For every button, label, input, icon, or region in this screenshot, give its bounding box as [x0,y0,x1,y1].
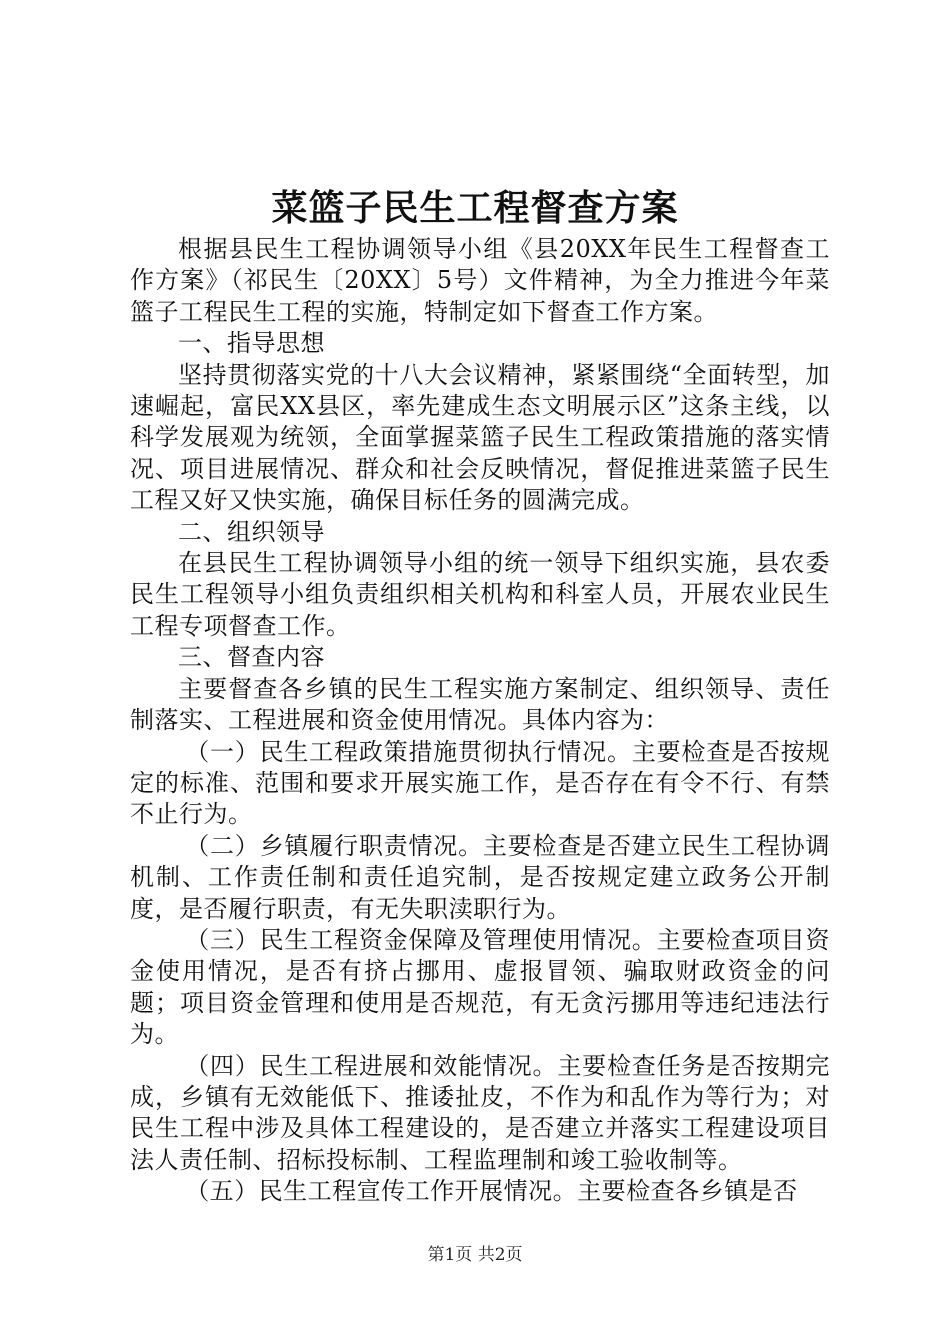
organization-paragraph: 在县民生工程协调领导小组的统一领导下组织实施，县农委民生工程领导小组负责组织相关机构和科室人员，开展农业民生工程专项督查工作。 [130,549,830,640]
inspection-item-4: （四）民生工程进展和效能情况。主要检查任务是否按期完成，乡镇有无效能低下、推诿扯皮，不作为和乱作为等行为；对民生工程中涉及具体工程建设的，是否建立并落实工程建设项目法人责任制、招标投标制、工程监理制和竣工验收制等。 [130,1051,830,1174]
inspection-item-3: （三）民生工程资金保障及管理使用情况。主要检查项目资金使用情况，是否有挤占挪用、虚报冒领、骗取财政资金的问题；项目资金管理和使用是否规范，有无贪污挪用等违纪违法行为。 [130,925,830,1049]
section-heading-inspection-content: 三、督查内容 [178,643,325,672]
document-title: 菜篮子民生工程督查方案 [271,187,679,229]
page-footer: 第1页 共2页 [427,1245,523,1265]
inspection-item-1: （一）民生工程政策措施贯彻执行情况。主要检查是否按规定的标准、范围和要求开展实施工作，是否存在有令不行、有禁不止行为。 [130,737,830,829]
guiding-ideology-paragraph: 坚持贯彻落实党的十八大会议精神，紧紧围绕“全面转型，加速崛起，富民XX县区，率先建成生态文明展示区”这条主线，以科学发展观为统领，全面掌握菜篮子民生工程政策措施的落实情况、项目进展情况、群众和社会反映情况，督促推进菜篮子民生工程又好又快实施，确保目标任务的圆满完成。 [130,360,830,515]
document-body [130,234,830,1208]
inspection-content-paragraph: 主要督查各乡镇的民生工程实施方案制定、组织领导、责任制落实、工程进展和资金使用情况。具体内容为： [130,674,830,735]
inspection-item-5: （五）民生工程宣传工作开展情况。主要检查各乡镇是否 [185,1177,798,1206]
section-heading-organization: 二、组织领导 [178,517,325,546]
intro-paragraph: 根据县民生工程协调领导小组《县20XX年民生工程督查工作方案》（祁民生〔20XX〕5号）文件精神，为全力推进今年菜篮子工程民生工程的实施，特制定如下督查工作方案。 [130,235,830,326]
section-heading-guiding-ideology: 一、指导思想 [178,329,325,358]
inspection-item-2: （二）乡镇履行职责情况。主要检查是否建立民生工程协调机制、工作责任制和责任追究制，是否按规定建立政务公开制度，是否履行职责，有无失职渎职行为。 [130,831,830,923]
